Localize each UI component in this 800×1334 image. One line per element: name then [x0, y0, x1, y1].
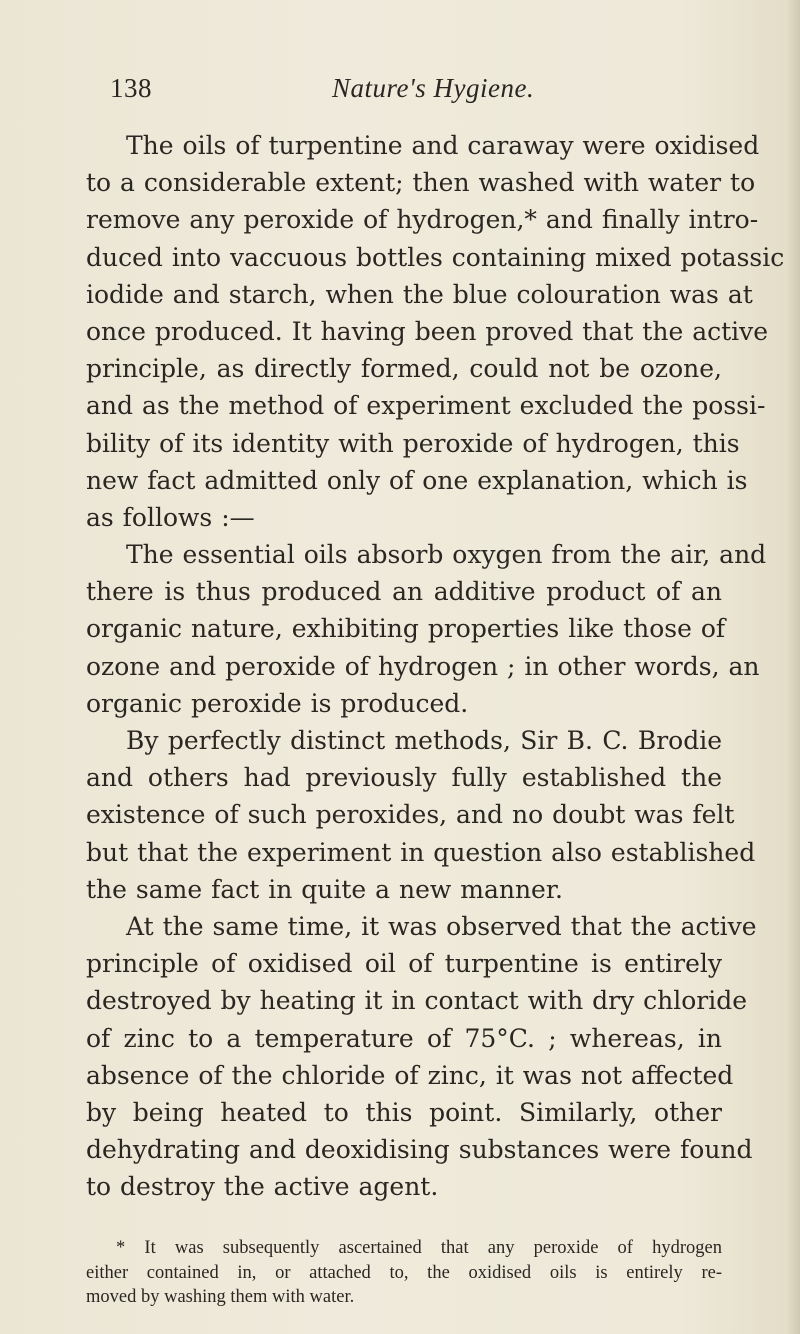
text-line: duced into vaccuous bottles containing mixed potassic — [86, 242, 785, 272]
text-line: destroyed by heating it in contact with dry chloride — [86, 986, 748, 1016]
text-line: and as the method of experiment excluded the possi- — [86, 391, 766, 421]
text-line: and others had previously fully established the — [86, 763, 722, 793]
text-line: to destroy the active agent. — [86, 1172, 439, 1202]
text-line: there is thus produced an additive product of an — [86, 577, 722, 607]
footnote-line: * It was subsequently ascertained that any peroxide of hydrogen — [116, 1238, 722, 1258]
text-line: as follows :— — [86, 502, 255, 532]
text-line: At the same time, it was observed that the active — [126, 911, 757, 941]
text-line: The essential oils absorb oxygen from the air, and — [126, 540, 767, 570]
text-line: of zinc to a temperature of 75°C. ; whereas, in — [86, 1023, 722, 1053]
text-line: remove any peroxide of hydrogen,* and finally intro- — [86, 205, 759, 235]
text-line: dehydrating and deoxidising substances were found — [86, 1135, 753, 1165]
running-title: Nature's Hygiene. — [332, 73, 535, 103]
page-edge-shadow — [786, 0, 800, 1334]
text-line: organic nature, exhibiting properties like those of — [86, 614, 726, 644]
text-line: to a considerable extent; then washed with water to — [86, 168, 756, 198]
text-line: bility of its identity with peroxide of hydrogen, this — [86, 428, 740, 458]
text-line: absence of the chloride of zinc, it was not affected — [86, 1060, 734, 1090]
running-header — [110, 73, 750, 113]
text-line: new fact admitted only of one explanation, which is — [86, 465, 748, 495]
page-number: 138 — [110, 73, 152, 103]
body-text — [86, 127, 785, 1205]
text-line: iodide and starch, when the blue colouration was at — [86, 279, 753, 309]
footnote — [86, 1236, 722, 1310]
footnote-line: moved by washing them with water. — [86, 1287, 355, 1307]
text-line: ozone and peroxide of hydrogen ; in other words, an — [86, 651, 760, 681]
text-line: organic peroxide is produced. — [86, 688, 469, 718]
text-line: the same fact in quite a new manner. — [86, 874, 564, 904]
text-line: existence of such peroxides, and no doubt was felt — [86, 800, 735, 830]
text-line: by being heated to this point. Similarly, other — [86, 1097, 722, 1127]
text-line: The oils of turpentine and caraway were oxidised — [126, 131, 760, 160]
text-line: but that the experiment in question also established — [86, 837, 756, 867]
text-line: By perfectly distinct methods, Sir B. C. Brodie — [126, 726, 722, 755]
text-line: principle, as directly formed, could not be ozone, — [86, 354, 722, 384]
text-line: principle of oxidised oil of turpentine is entirely — [86, 949, 722, 979]
footnote-line: either contained in, or attached to, the oxidised oils is entirely re- — [86, 1262, 722, 1283]
text-line: once produced. It having been proved that the active — [86, 316, 769, 346]
